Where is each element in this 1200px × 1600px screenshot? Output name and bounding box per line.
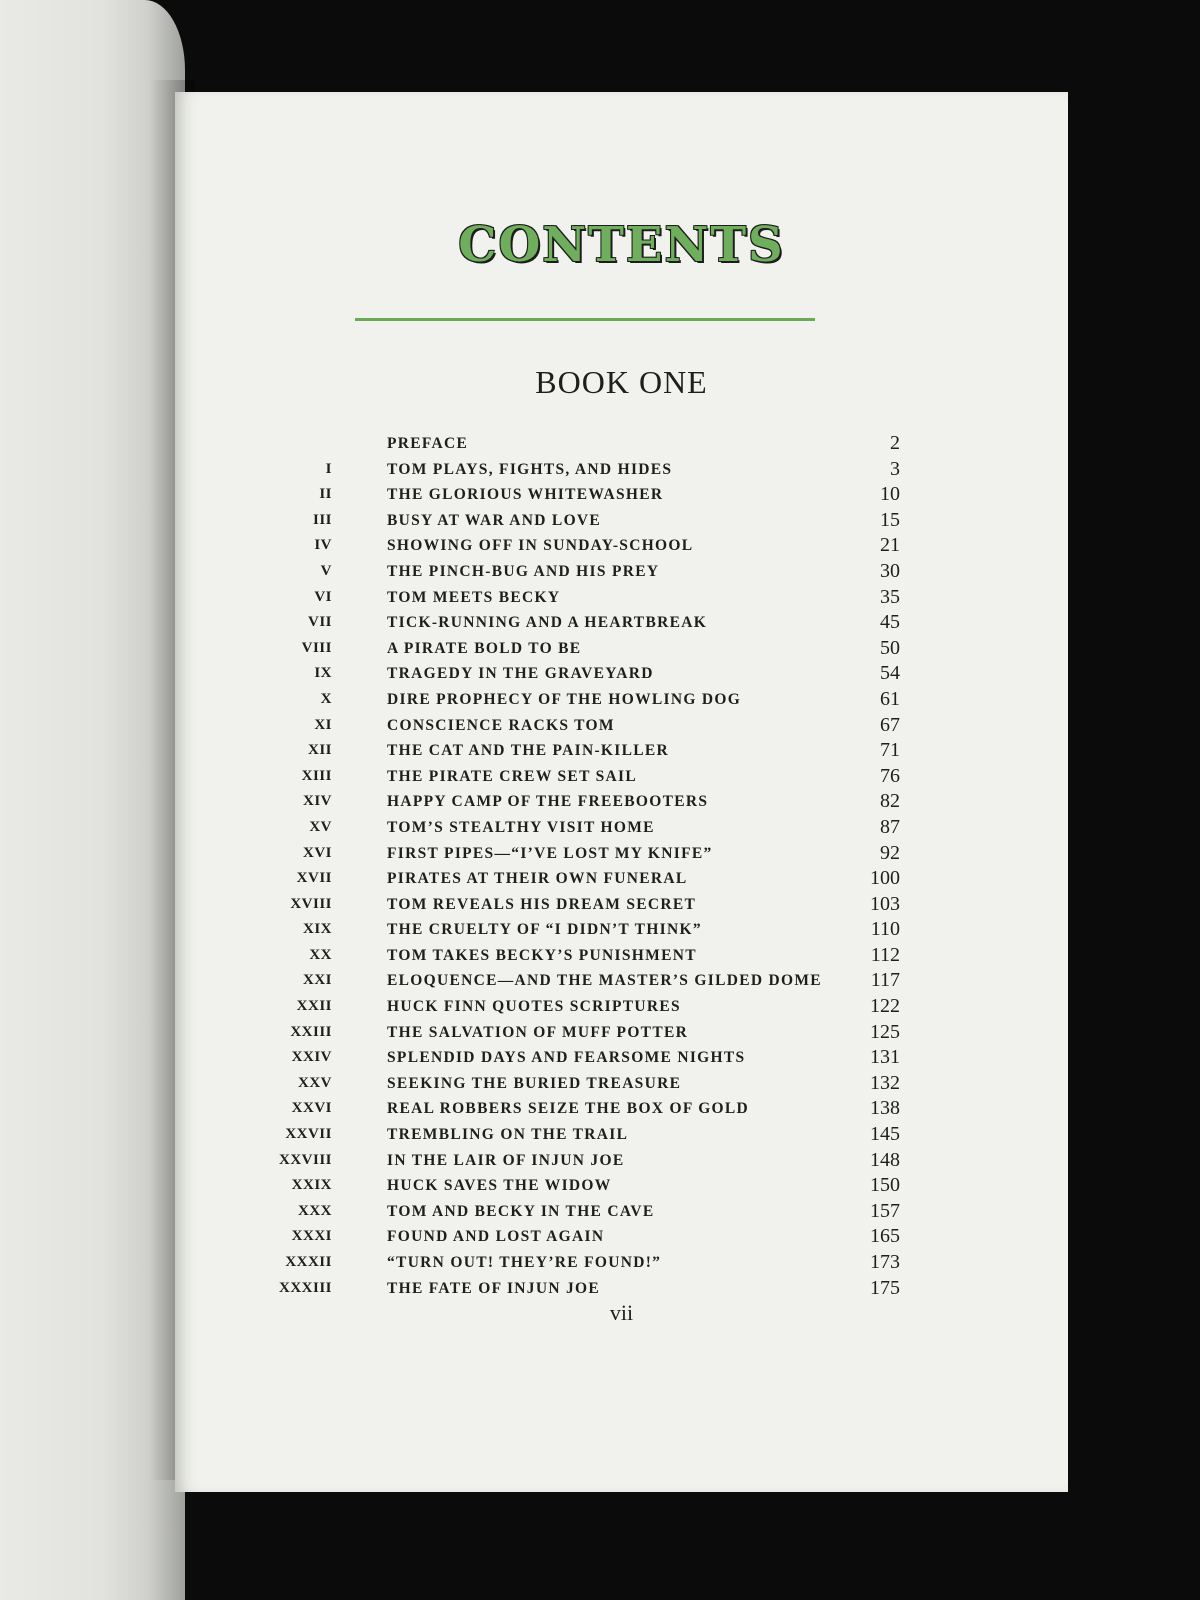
toc-entry (175, 867, 1068, 893)
chapter-number: XXI (302, 972, 332, 989)
chapter-title: THE GLORIOUS WHITEWASHER (387, 486, 664, 504)
chapter-title: THE CRUELTY OF “I DIDN’T THINK” (387, 921, 702, 939)
chapter-number: IV (314, 537, 332, 554)
chapter-title: SEEKING THE BURIED TREASURE (387, 1074, 682, 1092)
chapter-number: XXXI (291, 1228, 332, 1245)
chapter-title: FOUND AND LOST AGAIN (387, 1228, 605, 1246)
toc-entry (175, 586, 1068, 612)
chapter-number: XXVI (291, 1100, 332, 1117)
chapter-page: 35 (880, 585, 900, 608)
chapter-page: 10 (880, 483, 900, 506)
toc-entry (175, 1021, 1068, 1047)
chapter-number: II (319, 486, 332, 503)
title-divider (355, 318, 815, 321)
toc-entry (175, 509, 1068, 535)
chapter-title: “TURN OUT! THEY’RE FOUND!” (387, 1254, 662, 1271)
toc-entry (175, 944, 1068, 970)
chapter-page: 3 (890, 457, 900, 480)
chapter-page: 30 (880, 559, 900, 582)
chapter-title: TICK-RUNNING AND A HEARTBREAK (387, 614, 708, 632)
chapter-page: 71 (880, 739, 900, 762)
chapter-number: III (312, 511, 332, 528)
chapter-number: VIII (301, 639, 332, 656)
chapter-number: VII (307, 614, 332, 631)
chapter-number: XIX (302, 921, 332, 938)
table-of-contents (175, 432, 1068, 1302)
chapter-title: TRAGEDY IN THE GRAVEYARD (387, 665, 654, 683)
chapter-page: 165 (870, 1225, 900, 1248)
chapter-title: PREFACE (387, 435, 469, 452)
chapter-page: 122 (870, 995, 900, 1018)
toc-entry (175, 893, 1068, 919)
toc-entry (175, 432, 1068, 458)
toc-entry (175, 611, 1068, 637)
chapter-page: 87 (880, 815, 900, 838)
chapter-page: 125 (870, 1020, 900, 1043)
chapter-title: TOM REVEALS HIS DREAM SECRET (387, 895, 697, 913)
chapter-page: 92 (880, 841, 900, 864)
chapter-page: 61 (880, 687, 900, 710)
chapter-title: HUCK FINN QUOTES SCRIPTURES (387, 998, 681, 1016)
chapter-title: A PIRATE BOLD TO BE (387, 639, 582, 657)
chapter-title: HAPPY CAMP OF THE FREEBOOTERS (387, 793, 709, 811)
toc-entry (175, 560, 1068, 586)
chapter-title: TOM MEETS BECKY (387, 588, 561, 606)
toc-entry (175, 1072, 1068, 1098)
chapter-page: 145 (870, 1123, 900, 1146)
chapter-number: XXII (296, 998, 332, 1015)
chapter-title: FIRST PIPES—“I’VE LOST MY KNIFE” (387, 844, 713, 862)
chapter-page: 54 (880, 662, 900, 685)
chapter-title: TOM TAKES BECKY’S PUNISHMENT (387, 946, 697, 964)
toc-entry (175, 1251, 1068, 1277)
toc-entry (175, 816, 1068, 842)
chapter-title: DIRE PROPHECY OF THE HOWLING DOG (387, 690, 742, 708)
chapter-title: HUCK SAVES THE WIDOW (387, 1177, 612, 1195)
chapter-number: IX (314, 665, 332, 682)
chapter-number: XVII (296, 870, 332, 887)
chapter-number: XXIX (291, 1177, 332, 1194)
chapter-page: 112 (870, 943, 900, 966)
chapter-page: 82 (880, 790, 900, 813)
chapter-number: XXXIII (278, 1279, 332, 1296)
chapter-title: TREMBLING ON THE TRAIL (387, 1126, 629, 1144)
toc-entry (175, 842, 1068, 868)
chapter-number: XV (309, 818, 332, 835)
chapter-number: XIV (302, 793, 332, 810)
chapter-page: 21 (880, 534, 900, 557)
chapter-page: 67 (880, 713, 900, 736)
chapter-title: THE SALVATION OF MUFF POTTER (387, 1023, 689, 1041)
chapter-title: SPLENDID DAYS AND FEARSOME NIGHTS (387, 1049, 746, 1067)
chapter-title: ELOQUENCE—AND THE MASTER’S GILDED DOME (387, 972, 822, 990)
chapter-page: 100 (870, 867, 900, 890)
chapter-number: XVIII (290, 895, 332, 912)
toc-entry (175, 1174, 1068, 1200)
chapter-number: XII (307, 742, 332, 759)
chapter-title: THE PIRATE CREW SET SAIL (387, 767, 637, 785)
chapter-page: 148 (870, 1148, 900, 1171)
chapter-number: XXVII (285, 1126, 332, 1143)
chapter-page: 175 (870, 1276, 900, 1299)
toc-entry (175, 969, 1068, 995)
chapter-page: 15 (880, 508, 900, 531)
chapter-number: XXVIII (278, 1151, 332, 1168)
chapter-number: XX (309, 946, 332, 963)
toc-entry (175, 534, 1068, 560)
toc-entry (175, 1200, 1068, 1226)
chapter-number: V (320, 562, 332, 579)
chapter-page: 110 (870, 918, 900, 941)
toc-entry (175, 790, 1068, 816)
chapter-title: PIRATES AT THEIR OWN FUNERAL (387, 870, 688, 888)
page-number: vii (609, 1300, 634, 1325)
toc-entry (175, 1097, 1068, 1123)
chapter-number: XXIII (290, 1023, 332, 1040)
chapter-title: TOM AND BECKY IN THE CAVE (387, 1202, 655, 1220)
chapter-title: TOM PLAYS, FIGHTS, AND HIDES (387, 460, 673, 478)
chapter-title: IN THE LAIR OF INJUN JOE (387, 1151, 625, 1169)
toc-entry (175, 458, 1068, 484)
chapter-page: 131 (870, 1046, 900, 1069)
chapter-page: 138 (870, 1097, 900, 1120)
chapter-title: SHOWING OFF IN SUNDAY-SCHOOL (387, 537, 694, 555)
page-title: CONTENTS (458, 217, 785, 273)
chapter-number: XIII (301, 767, 332, 784)
chapter-title: THE PINCH-BUG AND HIS PREY (387, 562, 660, 580)
chapter-page: 45 (880, 611, 900, 634)
toc-entry (175, 637, 1068, 663)
chapter-number: XXIV (291, 1049, 332, 1066)
chapter-number: XI (314, 716, 332, 733)
chapter-page: 76 (880, 764, 900, 787)
chapter-page: 117 (870, 969, 900, 992)
chapter-title: THE CAT AND THE PAIN-KILLER (387, 742, 670, 760)
chapter-number: XXXII (285, 1254, 332, 1270)
toc-entry (175, 765, 1068, 791)
toc-entry (175, 714, 1068, 740)
book-heading: BOOK ONE (535, 364, 708, 400)
chapter-title: TOM’S STEALTHY VISIT HOME (387, 818, 655, 836)
chapter-page: 173 (870, 1251, 900, 1273)
chapter-number: X (320, 690, 332, 707)
chapter-page: 132 (870, 1071, 900, 1094)
contents-page (175, 92, 1068, 1492)
chapter-title: REAL ROBBERS SEIZE THE BOX OF GOLD (387, 1100, 750, 1118)
chapter-page: 157 (870, 1199, 900, 1222)
chapter-title: CONSCIENCE RACKS TOM (387, 716, 615, 734)
chapter-number: XVI (302, 844, 332, 861)
chapter-page: 50 (880, 636, 900, 659)
toc-entry (175, 1123, 1068, 1149)
toc-entry (175, 995, 1068, 1021)
toc-entry (175, 483, 1068, 509)
chapter-title: THE FATE OF INJUN JOE (387, 1279, 601, 1297)
toc-entry (175, 1149, 1068, 1175)
chapter-page: 150 (870, 1174, 900, 1197)
chapter-number: XXX (298, 1202, 332, 1219)
chapter-number: XXV (298, 1074, 332, 1091)
toc-entry (175, 739, 1068, 765)
chapter-page: 2 (890, 432, 900, 454)
toc-entry (175, 662, 1068, 688)
chapter-page: 103 (870, 892, 900, 915)
toc-entry (175, 688, 1068, 714)
toc-entry (175, 918, 1068, 944)
chapter-number: VI (314, 588, 332, 605)
toc-entry (175, 1225, 1068, 1251)
chapter-title: BUSY AT WAR AND LOVE (387, 511, 602, 529)
toc-entry (175, 1046, 1068, 1072)
toc-entry (175, 1277, 1068, 1303)
chapter-number: I (325, 460, 332, 477)
